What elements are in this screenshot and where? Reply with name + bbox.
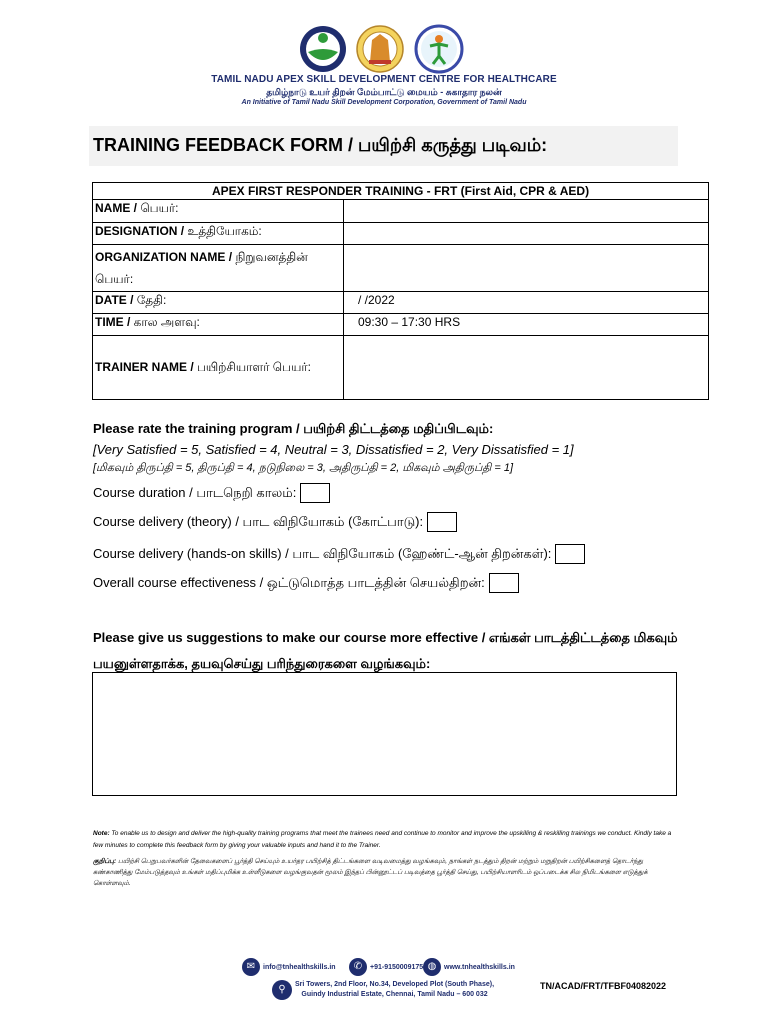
- rating-scale-english: [Very Satisfied = 5, Satisfied = 4, Neutral = 3, Dissatisfied = 2, Very Dissatisfied = 1]: [93, 442, 574, 457]
- trainer-name-label: TRAINER NAME / பயிற்சியாளர் பெயர்:: [93, 336, 344, 400]
- rating-scale-tamil: [மிகவும் திருப்தி = 5, திருப்தி = 4, நடுநிலை = 3, அதிருப்தி = 2, மிகவும் அதிருப்தி = 1]: [93, 462, 514, 474]
- date-field[interactable]: / /2022: [344, 292, 709, 314]
- header-logos: [0, 24, 768, 76]
- rating-label: Course delivery (theory) / பாட விநியோகம் (கோட்பாடு):: [93, 513, 424, 529]
- rating-overall-effectiveness: [93, 573, 519, 593]
- info-table: [92, 182, 709, 400]
- table-row: [93, 336, 709, 400]
- suggestions-field[interactable]: [92, 672, 677, 796]
- form-title: TRAINING FEEDBACK FORM / பயிற்சி கருத்து படிவம்:: [93, 135, 548, 155]
- email-icon: ✉: [242, 958, 260, 976]
- address-line-2: Guindy Industrial Estate, Chennai, Tamil Nadu – 600 032: [301, 991, 488, 998]
- document-code: TN/ACAD/FRT/TFBF04082022: [540, 981, 667, 991]
- footer-phone[interactable]: ✆ +91-9150009175: [349, 958, 423, 976]
- rating-label: Overall course effectiveness / ஒட்டுமொத்த பாடத்தின் செயல்திறன்:: [93, 574, 485, 590]
- suggestions-prompt: Please give us suggestions to make our course more effective / எங்கள் பாடத்திட்டத்தை மிகவும் பயனுள்ளதாக்க, தயவுசெய்து பரிந்துரைகளை வழங்கவும்:: [93, 630, 678, 671]
- table-row: [93, 200, 709, 223]
- rating-course-delivery-hands-on: [93, 544, 585, 564]
- table-row: [93, 223, 709, 245]
- rating-box-course-delivery-hands-on[interactable]: [555, 544, 585, 564]
- name-field[interactable]: [344, 200, 709, 223]
- designation-label: DESIGNATION / உத்தியோகம்:: [93, 223, 344, 245]
- time-label: TIME / கால அளவு:: [93, 314, 344, 336]
- rating-course-duration: [93, 483, 330, 503]
- table-heading: APEX FIRST RESPONDER TRAINING - FRT (First Aid, CPR & AED): [93, 183, 709, 200]
- government-of-tamil-nadu-emblem: [355, 24, 405, 74]
- time-field[interactable]: 09:30 – 17:30 HRS: [344, 314, 709, 336]
- org-name-tamil: தமிழ்நாடு உயர் திறன் மேம்பாட்டு மையம் - சுகாதார நலன்: [266, 87, 502, 97]
- rating-course-delivery-theory: [93, 512, 457, 532]
- table-heading-row: [93, 183, 709, 200]
- rating-box-course-duration[interactable]: [300, 483, 330, 503]
- name-label: NAME / பெயர்:: [93, 200, 344, 223]
- rating-box-overall-effectiveness[interactable]: [489, 573, 519, 593]
- rating-box-course-delivery-theory[interactable]: [427, 512, 457, 532]
- note-english: Note: To enable us to design and deliver the high-quality training programs that meet the trainees need and continue to monitor and improve the upskilling & reskilling trainings we conduct. Kindly take a few minutes to complete this feedback form by giving your valuable inputs and hand it to the Trainer.: [93, 830, 672, 849]
- org-initiative: An Initiative of Tamil Nadu Skill Development Corporation, Government of Tamil Nadu: [241, 99, 527, 106]
- healthcare-circle-logo: [414, 24, 464, 74]
- phone-icon: ✆: [349, 958, 367, 976]
- organization-field[interactable]: [344, 245, 709, 292]
- rating-label: Course duration / பாடநெறி காலம்:: [93, 484, 297, 500]
- globe-icon: ◍: [423, 958, 441, 976]
- rating-title: Please rate the training program / பயிற்சி திட்டத்தை மதிப்பிடவும்:: [93, 421, 494, 436]
- skill-development-logo: [298, 24, 348, 74]
- rating-label: Course delivery (hands-on skills) / பாட விநியோகம் (ஹேண்ட்-ஆன் திறன்கள்):: [93, 545, 552, 561]
- table-row: [93, 292, 709, 314]
- table-row: [93, 245, 709, 292]
- address-line-1: Sri Towers, 2nd Floor, No.34, Developed Plot (South Phase),: [295, 981, 495, 988]
- date-label: DATE / தேதி:: [93, 292, 344, 314]
- footer-website[interactable]: ◍ www.tnhealthskills.in: [423, 958, 515, 976]
- organization-label: ORGANIZATION NAME / நிறுவனத்தின் பெயர்:: [93, 245, 344, 292]
- footer-address: [272, 980, 494, 1000]
- org-name: TAMIL NADU APEX SKILL DEVELOPMENT CENTRE FOR HEALTHCARE: [211, 74, 557, 85]
- note-tamil: குறிப்பு: பயிற்சி பெறுபவர்களின் தேவைகளைப் பூர்த்தி செய்யும் உயர்தர பயிற்சித் திட்டங்களை வடிவமைத்து வழங்கவும், நாங்கள் நடத்தும் திறன் மற்றும் மறுதிறன் பயிற்சிகளைத் தொடர்ந்து கண்காணித்து மேம்படுத்தவும் உங்கள் மதிப்புமிக்க உள்ளீடுகளை வழங்குவதன் மூலம் இந்தப் பின்னூட்டப் படிவத்தை பூர்த்தி செய்து, பயிற்சியாளரிடம் ஒப்படைக்க சில நிமிடங்களை எடுத்துக் கொள்ளவும்.: [93, 858, 648, 887]
- trainer-name-field[interactable]: [344, 336, 709, 400]
- designation-field[interactable]: [344, 223, 709, 245]
- location-pin-icon: ⚲: [272, 980, 292, 1000]
- table-row: [93, 314, 709, 336]
- footer-email[interactable]: ✉ info@tnhealthskills.in: [242, 958, 336, 976]
